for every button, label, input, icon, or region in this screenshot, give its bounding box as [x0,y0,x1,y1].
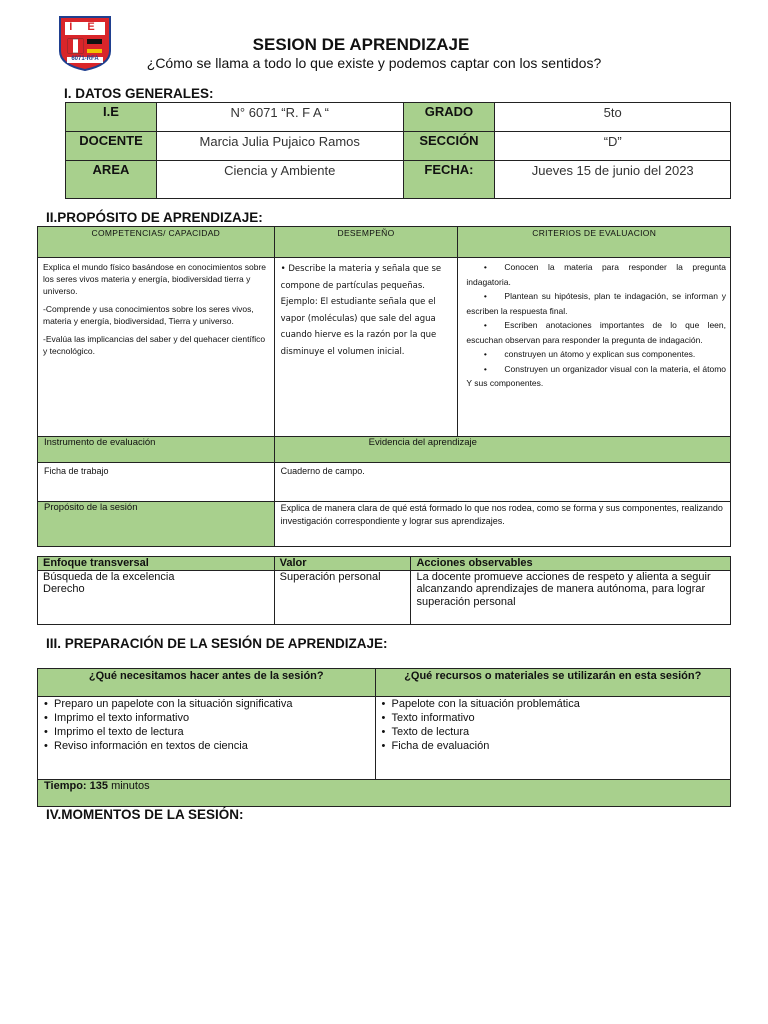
table-row [66,132,731,161]
header-enfoque: Enfoque transversal [38,557,275,571]
list-item: • Conocen la materia para responder la pregunta indagatoria. [466,262,726,287]
table-row [38,227,731,258]
header-desempeno: DESEMPEÑO [274,227,458,258]
tiempo-label: Tiempo: [44,780,87,792]
section-momentos-heading: IV.MOMENTOS DE LA SESIÓN: [46,807,244,822]
list-item: • Plantean su hipótesis, plan te indagación, se informan y escriben la respuesta final. [466,291,726,316]
table-row [38,437,731,463]
value-evidencia: Cuaderno de campo. [274,463,730,502]
list-item: • Reviso información en textos de ciencia [44,739,375,753]
table-row [66,103,731,132]
enfoque-subvalue: Derecho [43,583,85,595]
competencias-cell [38,258,275,437]
competencia-item: -Evalúa las implicancias del saber y del quehacer científico y tecnológico. [43,334,266,356]
table-row [38,780,731,807]
enfoque-value: Búsqueda de la excelencia [43,570,175,583]
preparacion-table [37,668,731,807]
logo-initials: I E [69,21,101,33]
criterio-text: Conocen la materia para responder la pregunta indagatoria. [466,262,726,287]
criterio-text: Construyen un organizador visual con la materia, el átomo Y sus componentes. [466,363,726,388]
section-proposito-heading: II.PROPÓSITO DE APRENDIZAJE: [46,210,263,225]
list-item: • Texto informativo [382,711,731,725]
table-row [66,161,731,199]
competencia-item: Explica el mundo físico basándose en conocimientos sobre los seres vivos materia y energía, biodiversidad tierra y universo. [43,262,267,296]
list-item: • Texto de lectura [382,725,731,739]
header-antes-sesion: ¿Qué necesitamos hacer antes de la sesión? [38,669,376,697]
section-datos-generales-heading: I. DATOS GENERALES: [64,86,214,101]
proposito-table [37,226,731,547]
tiempo-value: 135 [89,780,108,792]
value-ie: N° 6071 “R. F A “ [156,103,403,132]
recursos-cell [375,697,731,780]
list-item: • Ficha de evaluación [382,739,731,753]
header-competencias: COMPETENCIAS/ CAPACIDAD [38,227,275,258]
table-row [38,669,731,697]
label-area: AREA [66,161,157,199]
list-item: • Imprimo el texto de lectura [44,725,375,739]
antes-list [38,697,375,753]
tiempo-unit: minutos [111,780,150,792]
value-proposito-sesion: Explica de manera clara de qué está formado lo que nos rodea, como se forma y sus componentes, realizando investigación correspondiente y lograr sus aprendizajes. [274,502,730,547]
label-instrumento: Instrumento de evaluación [38,437,275,463]
list-item: • Papelote con la situación problemática [382,697,731,711]
desempeno-cell: • Describe la materia y señala que se compone de partículas pequeñas. Ejemplo: El estudiante señala que el vapor (moléculas) que sale del agua cuando hierve es la razón por la que disminuye el volumen inicial. [274,258,458,437]
header-acciones: Acciones observables [411,557,731,571]
datos-generales-table [65,102,731,199]
criterio-text: Plantean su hipótesis, plan te indagación, se informan y escriben la respuesta final. [466,291,726,316]
table-row [38,463,731,502]
competencia-item: -Comprende y usa conocimientos sobre los seres vivos, materia y energía, biodiversidad, Tierra y universo. [43,304,254,326]
antes-cell [38,697,376,780]
value-fecha: Jueves 15 de junio del 2023 [495,161,731,199]
header-valor: Valor [274,557,411,571]
criterio-text: construyen un átomo y explican sus componentes. [504,349,696,359]
tiempo-cell [38,780,731,807]
page-title: SESION DE APRENDIZAJE [252,35,470,54]
label-ie: I.E [66,103,157,132]
label-grado: GRADO [403,103,495,132]
enfoque-table [37,556,731,625]
label-proposito-sesion: Propósito de la sesión [38,502,275,547]
enfoque-cell [38,570,275,624]
list-item: • Imprimo el texto informativo [44,711,375,725]
label-fecha: FECHA: [403,161,495,199]
list-item: • Construyen un organizador visual con la materia, el átomo Y sus componentes. [466,363,726,388]
label-docente: DOCENTE [66,132,157,161]
table-row [38,570,731,624]
value-area: Ciencia y Ambiente [156,161,403,199]
list-item: • Escriben anotaciones importantes de lo que leen, escuchan observan para responder la pregunta de indagación. [466,320,726,345]
recursos-list [376,697,731,753]
value-seccion: “D” [495,132,731,161]
label-seccion: SECCIÓN [403,132,495,161]
list-item: • Preparo un papelote con la situación significativa [44,697,375,711]
table-row [38,502,731,547]
label-evidencia: Evidencia del aprendizaje [274,437,730,463]
page-subtitle: ¿Cómo se llama a todo lo que existe y podemos captar con los sentidos? [146,55,602,71]
acciones-value: La docente promueve acciones de respeto y alienta a seguir alcanzando aprendizajes de manera autónoma, para lograr superación personal [411,570,731,624]
value-docente: Marcia Julia Pujaico Ramos [156,132,403,161]
logo-caption: 6071-RFA [71,56,99,62]
header-criterios: CRITERIOS DE EVALUACION [458,227,731,258]
table-row [38,697,731,780]
value-instrumento: Ficha de trabajo [38,463,275,502]
criterio-text: Escriben anotaciones importantes de lo que leen, escuchan observan para responder la pregunta de indagación. [466,320,726,345]
table-row [38,258,731,437]
list-item: • construyen un átomo y explican sus componentes. [483,349,696,359]
header-recursos: ¿Qué recursos o materiales se utilizarán en esta sesión? [375,669,731,697]
valor-value: Superación personal [274,570,411,624]
table-row [38,557,731,571]
value-grado: 5to [495,103,731,132]
section-preparacion-heading: III. PREPARACIÓN DE LA SESIÓN DE APRENDIZAJE: [46,636,388,651]
criterios-cell [458,258,731,437]
